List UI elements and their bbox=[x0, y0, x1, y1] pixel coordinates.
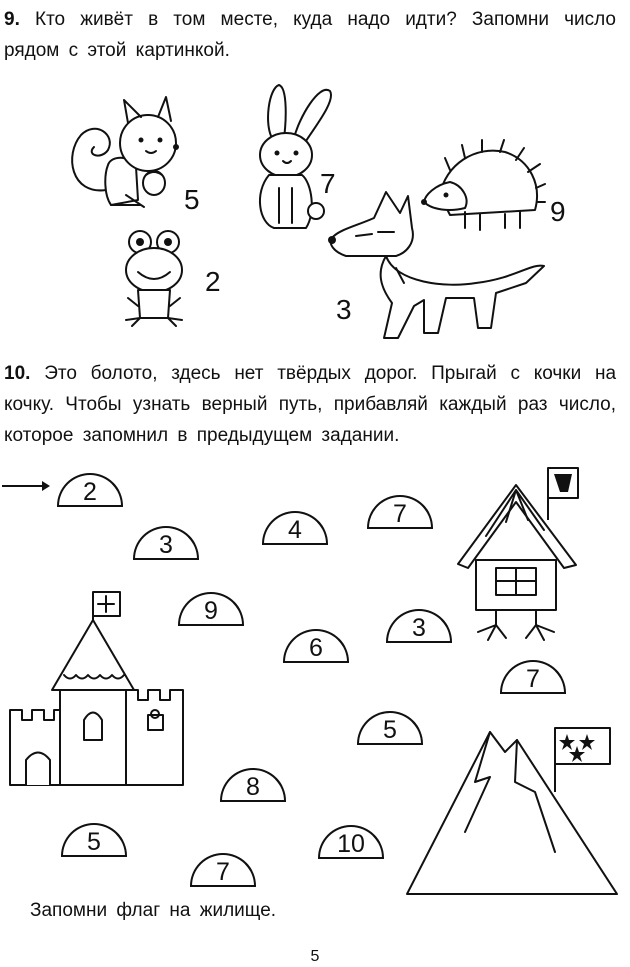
bump-6[interactable]: 6 bbox=[283, 629, 349, 663]
task-9-number: 9. bbox=[4, 9, 20, 30]
page-number: 5 bbox=[310, 948, 320, 965]
task-10-number: 10. bbox=[4, 363, 31, 384]
bump-8[interactable]: 8 bbox=[220, 768, 286, 802]
hedgehog-number: 9 bbox=[550, 196, 566, 227]
start-arrow-icon bbox=[2, 478, 52, 494]
rabbit-illustration bbox=[244, 83, 339, 233]
bump-3b[interactable]: 3 bbox=[386, 609, 452, 643]
squirrel-illustration bbox=[66, 95, 186, 220]
castle-illustration[interactable] bbox=[8, 590, 190, 790]
bump-5[interactable]: 5 bbox=[357, 711, 423, 745]
frog-number: 2 bbox=[205, 266, 221, 297]
bump-3[interactable]: 3 bbox=[133, 526, 199, 560]
bump-7c[interactable]: 7 bbox=[190, 853, 256, 887]
frog-illustration bbox=[118, 228, 190, 328]
wolf-illustration bbox=[326, 188, 548, 343]
bump-9[interactable]: 9 bbox=[178, 592, 244, 626]
bump-7[interactable]: 7 bbox=[367, 495, 433, 529]
task-10-body: Это болото, здесь нет твёрдых дорог. Прыгай с кочки на кочку. Чтобы узнать верный путь, прибавляй каждый раз число, которое запомнил в предыдущем задании. bbox=[4, 363, 617, 446]
bump-10[interactable]: 10 bbox=[318, 825, 384, 859]
hut-illustration[interactable] bbox=[456, 460, 581, 645]
task-9-body: Кто живёт в том месте, куда надо идти? Запомни число рядом с этой картинкой. bbox=[4, 9, 616, 61]
mountain-illustration[interactable] bbox=[405, 722, 620, 897]
task-9-text bbox=[4, 4, 616, 66]
bump-5b[interactable]: 5 bbox=[61, 823, 127, 857]
bump-4[interactable]: 4 bbox=[262, 511, 328, 545]
task-10-text bbox=[4, 358, 616, 451]
squirrel-number: 5 bbox=[184, 184, 200, 215]
footer-note: Запомни флаг на жилище. bbox=[30, 900, 277, 921]
rabbit-number: 7 bbox=[320, 168, 336, 199]
bump-7b[interactable]: 7 bbox=[500, 660, 566, 694]
bump-2[interactable]: 2 bbox=[57, 473, 123, 507]
wolf-number: 3 bbox=[336, 294, 352, 325]
